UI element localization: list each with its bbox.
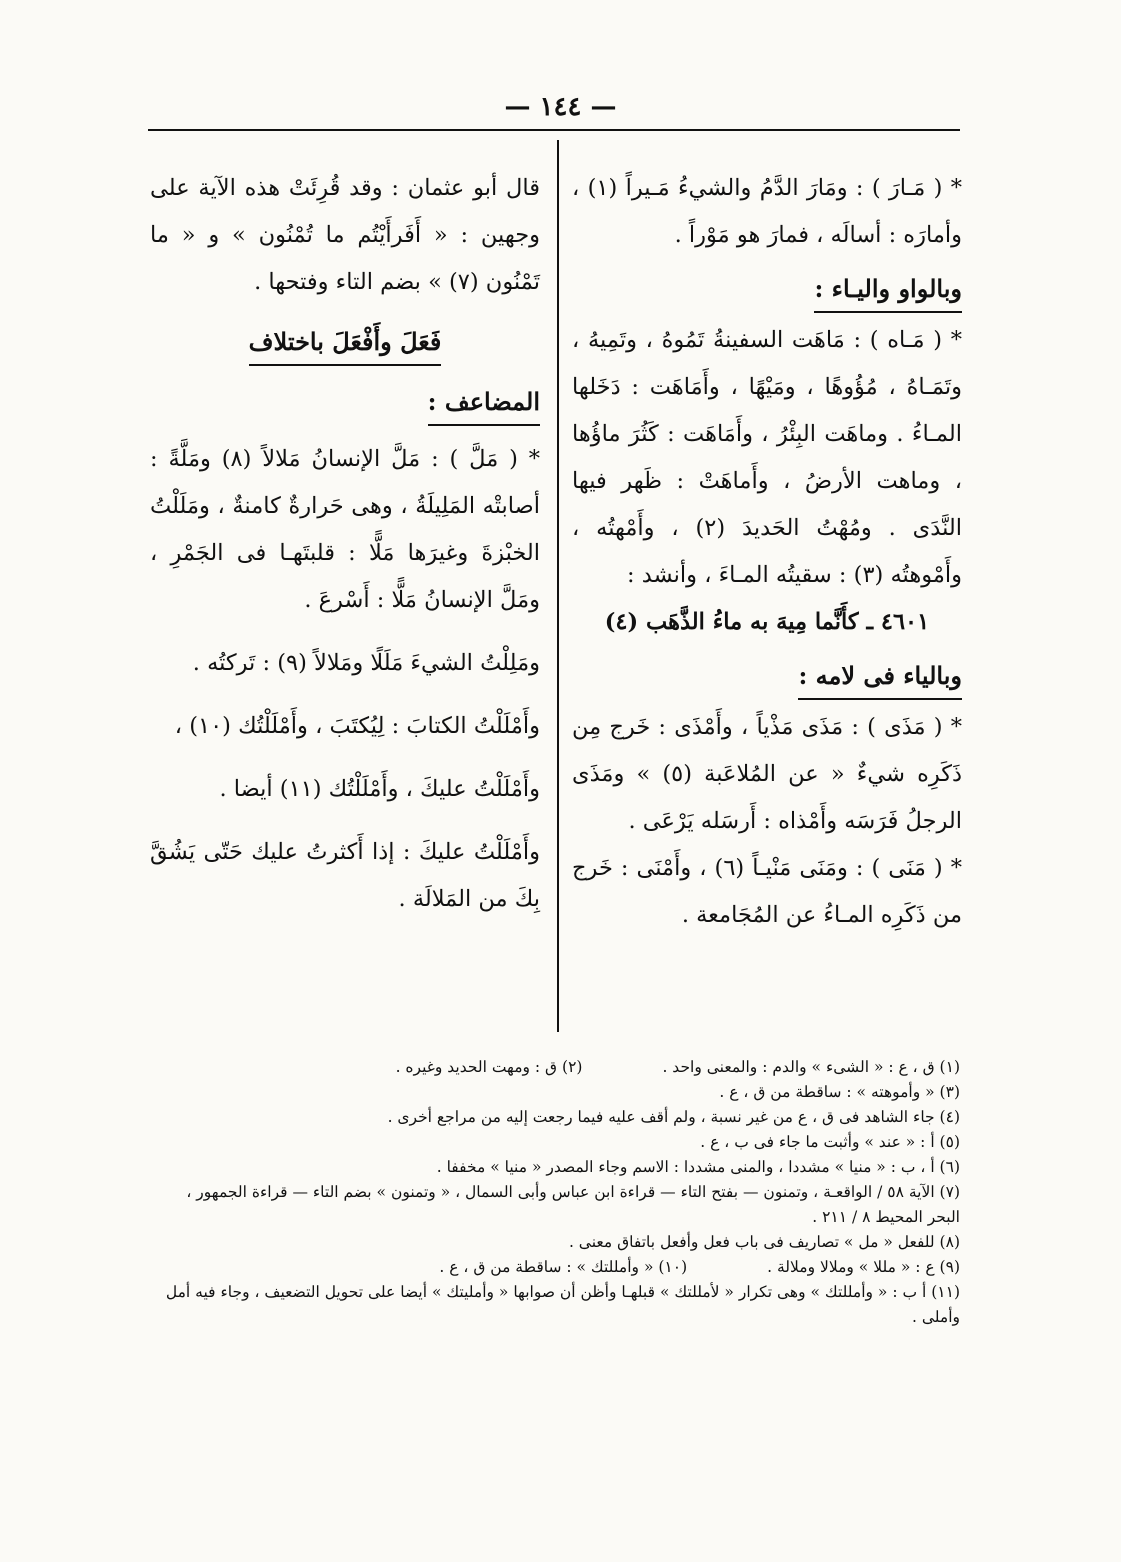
section-heading-ya-lam-text: وبالياء فى لامه :	[798, 656, 962, 700]
section-heading-mudaaf	[150, 378, 540, 426]
chapter-heading	[150, 318, 540, 366]
footnote-8: (٨) للفعل « مل » تصاريف فى باب فعل وأفعل باتفاق معنى .	[568, 1233, 960, 1251]
footnote-7: (٧) الآية ٥٨ / الواقعـة ، وتمنون — بفتح التاء — قراءة ابن عباس وأبى السمال ، « وتمنون » بضم التاء — قراءة الجمهور ، البحر المحيط ٨ / ٢١١ .	[186, 1183, 960, 1226]
footnote-6: (٦) أ ، ب : « منيا » مشددا ، والمنى مشددا : الاسم وجاء المصدر « منيا » مخففا .	[436, 1158, 960, 1176]
section-heading-waw-ya	[572, 265, 962, 313]
section-heading-mudaaf-text: المضاعف :	[428, 382, 540, 426]
footnote-row-9-10	[165, 1255, 960, 1280]
column-divider	[557, 140, 559, 1032]
right-column	[572, 165, 962, 939]
section-heading-waw-ya-text: وبالواو واليـاء :	[814, 269, 962, 313]
footnote-9: (٩) ع : « مللا » وملالا وملالة .	[767, 1258, 960, 1276]
footnote-1: (١) ق ، ع : « الشىء » والدم : والمعنى واحد .	[662, 1058, 960, 1076]
footnote-3: (٣) « وأموهته » : ساقطة من ق ، ع .	[719, 1083, 960, 1101]
entry-mana: * ( مَنَى ) : ومَنَى مَنْيـاً (٦) ، وأَمْنَى : خَرج من ذَكَرِه المـاءُ عن المُجَامعة .	[572, 855, 962, 928]
footnote-row-1-2	[165, 1055, 960, 1080]
abu-uthman-paragraph: قال أبو عثمان : وقد قُرِئَتْ هذه الآية على وجهين : « أَفَرأَيْتُم ما تُمْنُون » و « ما تَمْنُون (٧) » بضم التاء وفتحها .	[150, 175, 540, 295]
footnotes	[165, 1055, 960, 1330]
footnote-10: (١٠) « وأمللتك » : ساقطة من ق ، ع .	[439, 1258, 688, 1276]
entry-mah: * ( مَـاه ) : مَاهَت السفينةُ تَمُوهُ ، وتَمِيهُ ، وتَمَـاهُ ، مُؤُوهًا ، ومَيْهًا ، وأَمَاهَت : دَخَلها المـاءُ . وماهَت البِئْرُ ، وأَمَاهَت : كَثُرَ ماؤُها ، وماهت الأرضُ ، وأَماهَتْ : ظَهر فيها النَّدَى . ومُهْتُ الحَديدَ (٢) ، وأَمْهتُه ، وأَمْوهتُه (٣) : سقيتُه المـاءَ ، وأنشد :	[572, 327, 962, 588]
verse-4601: ٤٦٠١ ـ كأَنَّما مِيهَ به ماءُ الذَّهَب (٤)	[604, 609, 930, 635]
entry-mall: * ( مَلَّ ) : مَلَّ الإنسانُ مَلالاً (٨) ومَلَّةً : أصابتْه المَلِيلَةُ ، وهى حَرارةٌ كامنةٌ ، ومَلَلْتُ الخبْزةَ وغيرَها مَلًّا : قلبتَهـا فى الجَمْرِ ، ومَلَّ الإنسانُ مَلًّا : أَسْرعَ .	[150, 446, 541, 613]
entry-amlalt-alayk: وأَمْلَلْتُ عليكَ ، وأَمْلَلْتُك (١١) أيضا .	[219, 776, 540, 802]
entry-amlalt-kitab: وأَمْلَلْتُ الكتابَ : لِيُكتَبَ ، وأَمْلَلْتُك (١٠) ،	[174, 713, 540, 739]
entry-malilt: ومَلِلْتُ الشيءَ مَلَلًا ومَلالاً (٩) : تَركتُه .	[192, 650, 540, 676]
footnote-11: (١١) أ ب : « وأمللتك » وهى تكرار « لأمللتك » قبلهـا وأظن أن صوابها « وأمليتك » أيضا على تحويل التضعيف ، وجاء فيه أمل وأملى .	[165, 1283, 960, 1326]
footnote-5: (٥) أ : « عند » وأثبت ما جاء فى ب ، ع .	[700, 1133, 960, 1151]
chapter-heading-text: فَعَلَ وأَفْعَلَ باختلاف	[249, 322, 442, 366]
page-number: — ١٤٤ —	[504, 92, 617, 122]
section-heading-ya-lam	[572, 652, 962, 700]
entry-madha: * ( مَذَى ) : مَذَى مَذْياً ، وأَمْذَى : خَرج مِن ذَكَرِه شيءٌ « عن المُلاعَبة (٥) » ومَذَى الرجلُ فَرَسَه وأَمْذاه : أَرسَله يَرْعَى .	[572, 714, 963, 834]
left-column	[150, 165, 540, 923]
footnote-4: (٤) جاء الشاهد فى ق ، ع من غير نسبة ، ولم أقف عليه فيما رجعت إليه من مراجع أخرى .	[387, 1108, 960, 1126]
entry-mar: * ( مَـارَ ) : ومَارَ الدَّمُ والشيءُ مَـيراً (١) ، وأمارَه : أسالَه ، فمارَ هو مَوْراً .	[572, 175, 962, 248]
footnote-2: (٢) ق : ومهت الحديد وغيره .	[395, 1058, 583, 1076]
header-rule	[148, 129, 960, 131]
entry-amlalt-akthart: وأَمْلَلْتُ عليكَ : إذا أَكثرتُ عليك حَتّى يَشُقَّ بِكَ من المَلالَة .	[150, 839, 540, 912]
